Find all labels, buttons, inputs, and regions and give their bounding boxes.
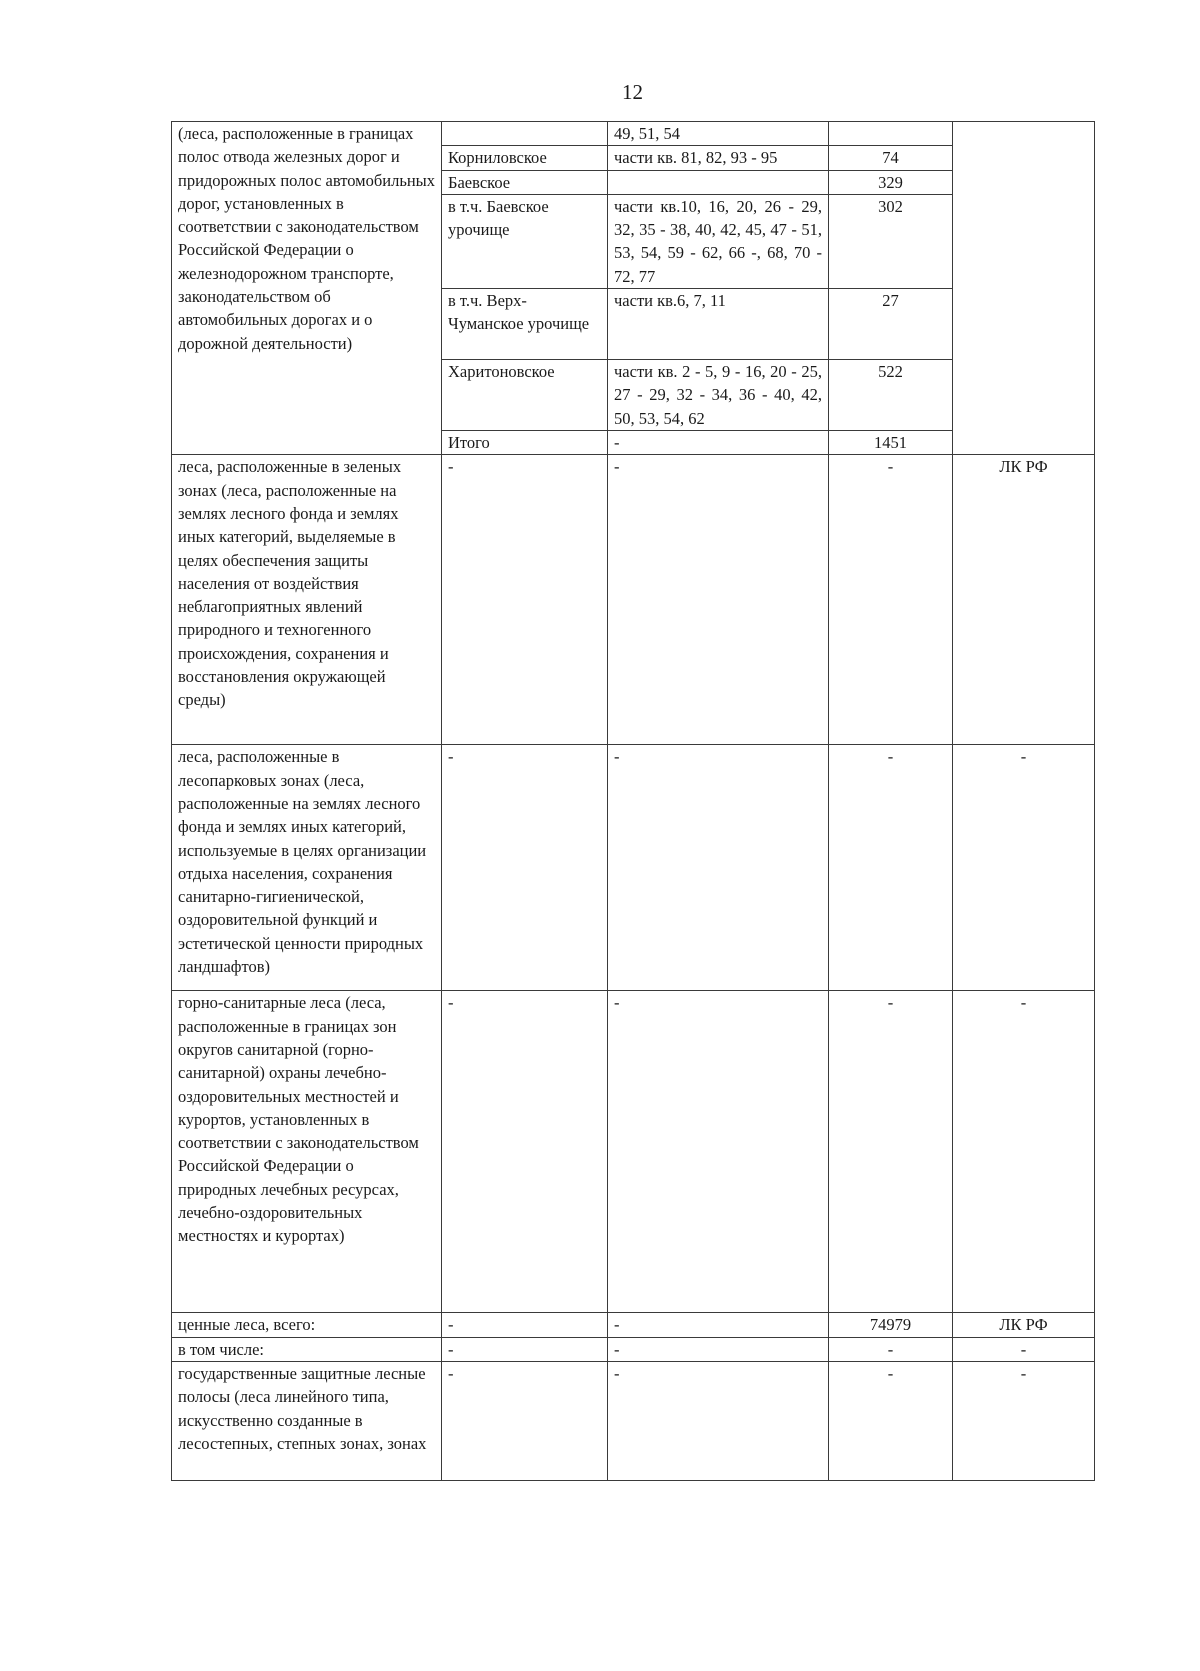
area-cell <box>829 122 953 146</box>
table-row <box>172 1337 1095 1361</box>
forestry-cell <box>442 122 608 146</box>
area-cell: - <box>829 1337 953 1361</box>
quarters-cell: - <box>608 1361 829 1480</box>
forestry-cell: - <box>442 1337 608 1361</box>
area-cell: 1451 <box>829 431 953 455</box>
quarters-cell: - <box>608 1337 829 1361</box>
category-cell: государственные защитные лесные полосы (леса линейного типа, искусственно созданные в лесостепных, степных зонах, зонах <box>172 1361 442 1480</box>
page-number: 12 <box>622 80 643 104</box>
basis-cell: - <box>953 1361 1095 1480</box>
quarters-cell: - <box>608 1313 829 1337</box>
basis-cell: ЛК РФ <box>953 455 1095 745</box>
quarters-cell: части кв.10, 16, 20, 26 - 29, 32, 35 - 38, 40, 42, 45, 47 - 51, 53, 54, 59 - 62, 66 -, 68, 70 - 72, 77 <box>608 194 829 288</box>
forestry-cell: - <box>442 991 608 1313</box>
category-cell: в том числе: <box>172 1337 442 1361</box>
forestry-cell: - <box>442 1313 608 1337</box>
area-cell: 329 <box>829 170 953 194</box>
basis-cell: - <box>953 991 1095 1313</box>
table-row <box>172 122 1095 146</box>
category-cell: леса, расположенные в зеленых зонах (леса, расположенные на землях лесного фонда и землях иных категорий, выделяемые в целях обеспечения защиты населения от воздействия неблагоприятных явлений природного и техногенного происхождения, сохранения и восстановления окружающей среды) <box>172 455 442 745</box>
area-cell: 74979 <box>829 1313 953 1337</box>
table-row <box>172 1313 1095 1337</box>
area-cell: 522 <box>829 360 953 431</box>
quarters-cell: - <box>608 991 829 1313</box>
forestry-cell: Корниловское <box>442 146 608 170</box>
forestry-cell: Итого <box>442 431 608 455</box>
quarters-cell: 49, 51, 54 <box>608 122 829 146</box>
quarters-cell: - <box>608 745 829 991</box>
basis-cell: - <box>953 745 1095 991</box>
area-cell: - <box>829 745 953 991</box>
forestry-cell: - <box>442 1361 608 1480</box>
table-row <box>172 745 1095 991</box>
quarters-cell: части кв. 2 - 5, 9 - 16, 20 - 25, 27 - 29, 32 - 34, 36 - 40, 42, 50, 53, 54, 62 <box>608 360 829 431</box>
forestry-cell: в т.ч. Баевское урочище <box>442 194 608 288</box>
quarters-cell: части кв.6, 7, 11 <box>608 289 829 360</box>
basis-cell: ЛК РФ <box>953 1313 1095 1337</box>
forestry-cell: в т.ч. Верх-Чуманское урочище <box>442 289 608 360</box>
table-row <box>172 455 1095 745</box>
category-cell: горно-санитарные леса (леса, расположенные в границах зон округов санитарной (горно-санитарной) охраны лечебно-оздоровительных местностей и курортов, установленных в соответствии с законодательством Российской Федерации о природных лечебных ресурсах, лечебно-оздоровительных местностях и курортах) <box>172 991 442 1313</box>
area-cell: - <box>829 991 953 1313</box>
forestry-cell: Харитоновское <box>442 360 608 431</box>
forestry-cell: - <box>442 745 608 991</box>
category-cell: леса, расположенные в лесопарковых зонах (леса, расположенные на землях лесного фонда и землях иных категорий, используемые в целях организации отдыха населения, сохранения санитарно-гигиенической, оздоровительной функций и эстетической ценности природных ландшафтов) <box>172 745 442 991</box>
category-cell: ценные леса, всего: <box>172 1313 442 1337</box>
area-cell: - <box>829 1361 953 1480</box>
forestry-cell: - <box>442 455 608 745</box>
quarters-cell: части кв. 81, 82, 93 - 95 <box>608 146 829 170</box>
category-cell: (леса, расположенные в границах полос отвода железных дорог и придорожных полос автомобильных дорог, установленных в соответствии с законодательством Российской Федерации о железнодорожном транспорте, законодательством об автомобильных дорогах и о дорожной деятельности) <box>172 122 442 455</box>
quarters-cell: - <box>608 455 829 745</box>
quarters-cell: - <box>608 431 829 455</box>
table-row <box>172 991 1095 1313</box>
quarters-cell <box>608 170 829 194</box>
basis-cell <box>953 122 1095 455</box>
forestry-cell: Баевское <box>442 170 608 194</box>
area-cell: 27 <box>829 289 953 360</box>
area-cell: - <box>829 455 953 745</box>
area-cell: 74 <box>829 146 953 170</box>
basis-cell: - <box>953 1337 1095 1361</box>
table-row <box>172 1361 1095 1480</box>
forest-protection-table <box>171 121 1095 1481</box>
area-cell: 302 <box>829 194 953 288</box>
